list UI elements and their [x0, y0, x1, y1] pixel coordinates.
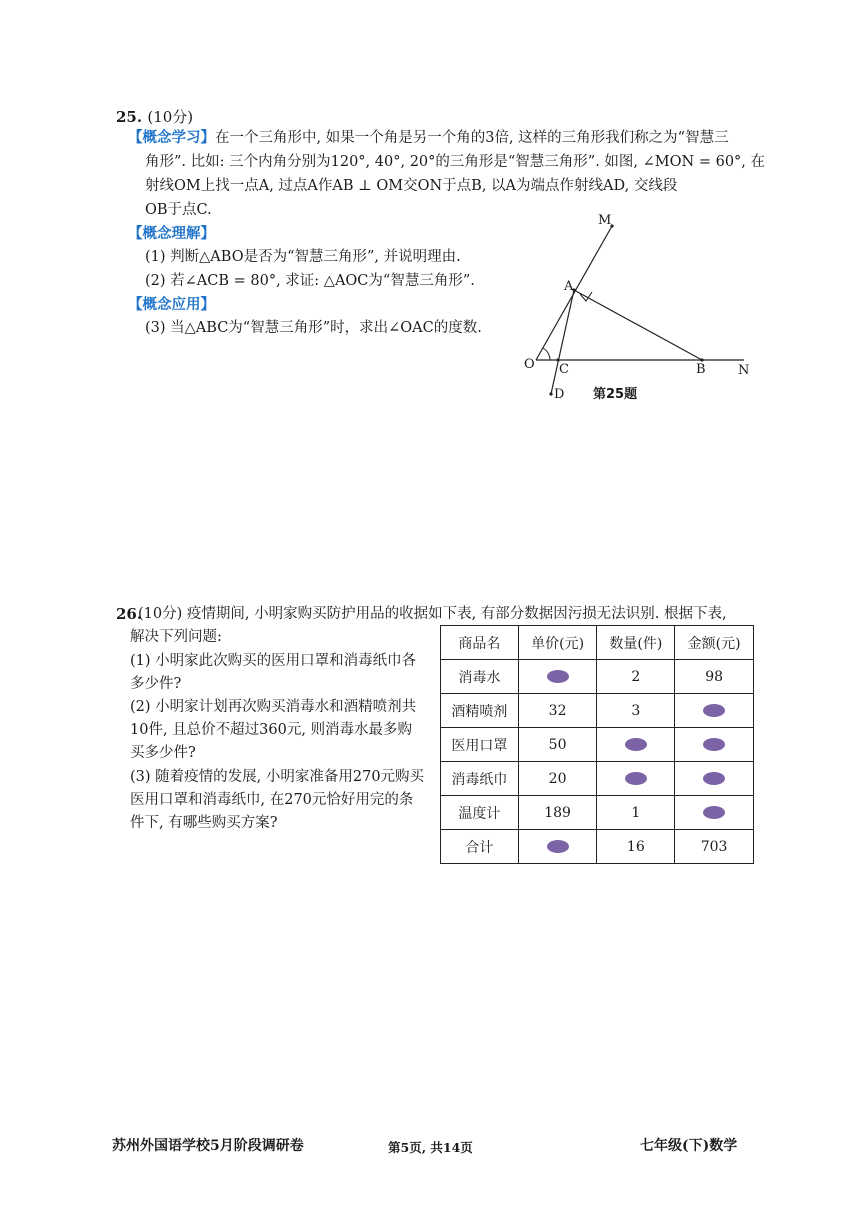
q26-text-line-5: 买多少件?	[130, 745, 196, 761]
table-row	[441, 694, 754, 728]
cell-price: 189	[518, 796, 597, 830]
cell-price: 20	[518, 762, 597, 796]
q25-line-1: 【概念学习】在一个三角形中, 如果一个角是另一个角的3倍, 这样的三角形我们称之为“智慧三	[128, 129, 729, 146]
point-D	[549, 392, 552, 395]
cell-price: 50	[518, 728, 597, 762]
cell-name: 消毒纸巾	[441, 762, 519, 796]
question-25-number: 25. (10分)	[116, 108, 194, 126]
question-26-number: 26.	[116, 605, 143, 623]
header-amount: 金额(元)	[675, 626, 754, 660]
cell-qty	[597, 728, 675, 762]
stain-blot	[547, 670, 569, 683]
cell-amount	[675, 796, 754, 830]
cell-name: 温度计	[441, 796, 519, 830]
label-O: O	[524, 357, 535, 372]
q25-line-2: 角形”. 比如: 三个内角分别为120°, 40°, 20°的三角形是“智慧三角形”. 如图, ∠MON = 60°, 在	[145, 154, 766, 170]
figure-25-caption: 第25题	[593, 387, 638, 402]
table-row	[441, 728, 754, 762]
footer-school-name: 苏州外国语学校5月阶段调研卷	[112, 1138, 304, 1154]
q26-text-line-6: (3) 随着疫情的发展, 小明家准备用270元购买	[130, 769, 425, 785]
cell-qty	[597, 762, 675, 796]
stain-blot	[703, 772, 725, 785]
label-C: C	[559, 362, 569, 377]
stain-blot	[703, 704, 725, 717]
q26-intro-line-1: (10分) 疫情期间, 小明家购买防护用品的收据如下表, 有部分数据因污损无法识别. 根据下表,	[138, 606, 727, 622]
tag-concept-understanding: 【概念理解】	[128, 225, 215, 242]
table-row	[441, 796, 754, 830]
cell-price	[518, 660, 597, 694]
q26-intro-line-2: 解决下列问题:	[130, 629, 222, 645]
cell-amount: 703	[675, 830, 754, 864]
footer-subject: 七年级(下)数学	[640, 1138, 738, 1154]
receipt-table	[440, 625, 754, 864]
cell-amount: 98	[675, 660, 754, 694]
q26-text-line-2: 多少件?	[130, 676, 182, 692]
stain-blot	[625, 738, 647, 751]
tag-concept-learning: 【概念学习】	[128, 129, 215, 146]
q26-text-line-1: (1) 小明家此次购买的医用口罩和消毒纸巾各	[130, 653, 417, 669]
table-row	[441, 660, 754, 694]
cell-amount	[675, 762, 754, 796]
stain-blot	[703, 738, 725, 751]
question-25-score: (10分)	[147, 108, 194, 126]
cell-qty: 16	[597, 830, 675, 864]
table-header-row	[441, 626, 754, 660]
q25-sub-3: (3) 当△ABC为“智慧三角形”时，求出∠OAC的度数.	[145, 320, 482, 336]
cell-qty: 1	[597, 796, 675, 830]
footer-page-number: 第5页, 共14页	[388, 1140, 473, 1155]
label-M: M	[598, 213, 612, 228]
cell-qty: 2	[597, 660, 675, 694]
stain-blot	[703, 806, 725, 819]
q25-line-4: OB于点C.	[145, 202, 212, 218]
cell-qty: 3	[597, 694, 675, 728]
label-N: N	[738, 363, 750, 378]
label-A: A	[564, 279, 574, 294]
cell-price	[518, 830, 597, 864]
cell-name: 合计	[441, 830, 519, 864]
table-row	[441, 830, 754, 864]
q25-line-3: 射线OM上找一点A, 过点A作AB ⊥ OM交ON于点B, 以A为端点作射线AD, 交线段	[145, 178, 678, 194]
cell-name: 医用口罩	[441, 728, 519, 762]
q26-text-line-8: 件下, 有哪些购买方案?	[130, 815, 278, 831]
cell-amount	[675, 728, 754, 762]
ray-OM	[536, 226, 612, 360]
ray-AD	[551, 290, 574, 394]
tag-concept-application: 【概念应用】	[128, 296, 215, 313]
segment-AB	[574, 290, 702, 360]
cell-price: 32	[518, 694, 597, 728]
q25-sub-1: (1) 判断△ABO是否为“智慧三角形”, 并说明理由.	[145, 249, 461, 265]
q26-text-line-7: 医用口罩和消毒纸巾, 在270元恰好用完的条	[130, 792, 414, 808]
header-item-name: 商品名	[441, 626, 519, 660]
angle-arc-O	[543, 348, 550, 360]
q26-text-line-4: 10件, 且总价不超过360元, 则消毒水最多购	[130, 722, 413, 738]
cell-name: 酒精喷剂	[441, 694, 519, 728]
cell-amount	[675, 694, 754, 728]
table-row	[441, 762, 754, 796]
label-D: D	[554, 387, 565, 402]
label-B: B	[696, 362, 706, 377]
header-unit-price: 单价(元)	[518, 626, 597, 660]
q26-text-line-3: (2) 小明家计划再次购买消毒水和酒精喷剂共	[130, 699, 417, 715]
cell-name: 消毒水	[441, 660, 519, 694]
q25-sub-2: (2) 若∠ACB = 80°, 求证: △AOC为“智慧三角形”.	[145, 273, 475, 289]
stain-blot	[547, 840, 569, 853]
header-quantity: 数量(件)	[597, 626, 675, 660]
figure-25-geometry-diagram	[518, 212, 768, 407]
stain-blot	[625, 772, 647, 785]
